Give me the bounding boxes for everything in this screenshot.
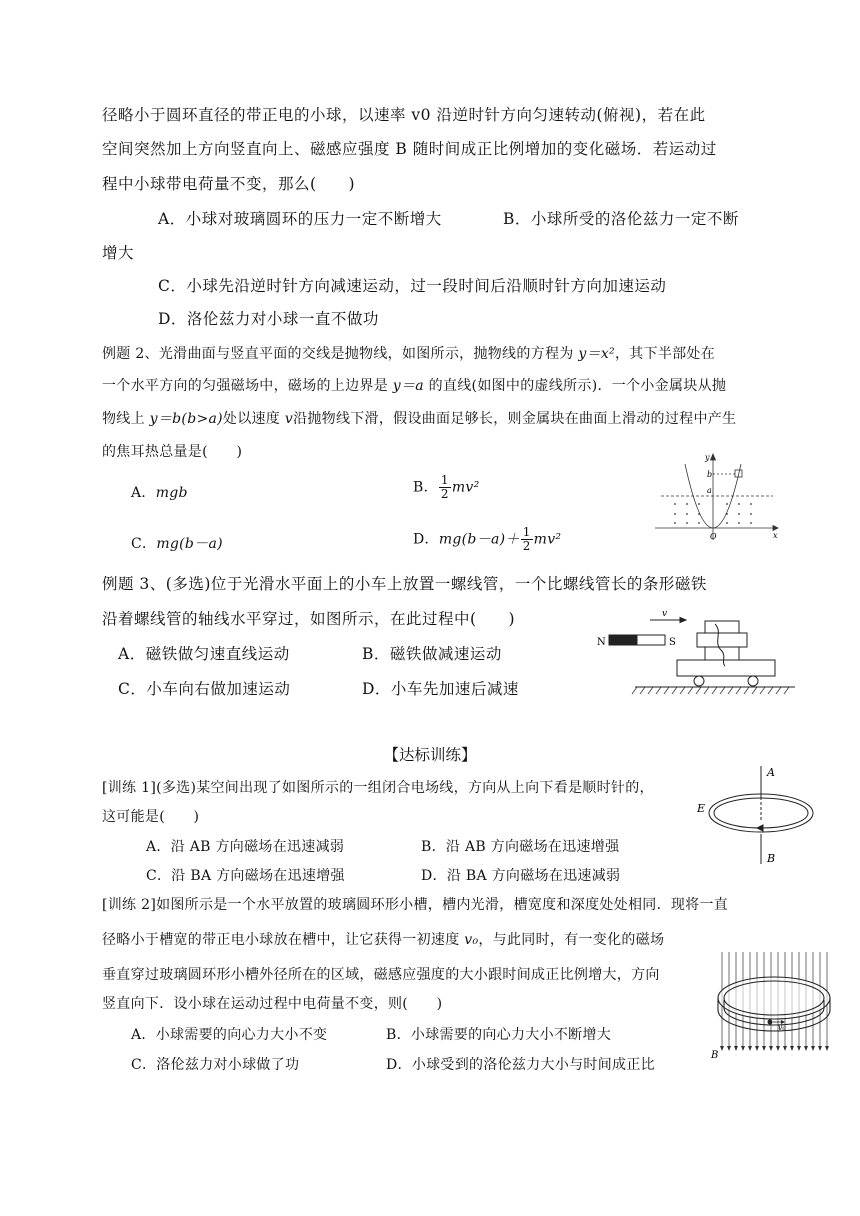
t1-field-lines-figure: [695, 762, 815, 872]
magnet-s-pole: [637, 635, 665, 645]
field-e-label: E: [697, 802, 706, 815]
intro-option-b-cont: 增大: [102, 244, 135, 262]
ex2-line-3-text: 物线上: [102, 411, 150, 427]
ex2-equation-boundary: y＝a: [392, 378, 424, 394]
ex2-option-c-label: C．: [131, 536, 157, 552]
ex2-velocity-symbol: v: [284, 411, 294, 427]
ex3-option-d: D．小车先加速后减速: [362, 680, 519, 698]
solenoid-body: [697, 633, 747, 647]
y-axis-arrow: [711, 454, 716, 460]
solenoid-stand: [705, 647, 739, 660]
t1-line-2: 这可能是( ): [102, 809, 200, 825]
field-arrowheads: [720, 1046, 829, 1051]
ex2-option-d-fraction: [521, 526, 533, 553]
fraction-denominator: 2: [522, 539, 531, 553]
point-b-label: B: [767, 852, 776, 865]
ex3-magnet-cart-figure: [595, 610, 800, 698]
t2-option-a: A．小球需要的向心力大小不变: [131, 1027, 328, 1043]
direction-arrow: [757, 825, 763, 831]
ex2-option-b-label: B．: [413, 479, 438, 496]
magnet-n-pole: [609, 635, 637, 645]
ex2-option-c-value: mg(b－a): [156, 536, 223, 552]
ex2-option-d-label: D．: [413, 531, 439, 548]
ex2-option-c: [131, 533, 223, 553]
ex2-equation-parabola: y＝x²: [578, 346, 615, 362]
ex3-line-2: 沿着螺线管的轴线水平穿过，如图所示，在此过程中( ): [102, 610, 516, 628]
ex2-option-b-fraction: [439, 474, 451, 501]
ex2-line-2-text: 一个水平方向的匀强磁场中，磁场的上边界是: [102, 378, 393, 394]
t2-line-1: [训练 2]如图所示是一个水平放置的玻璃圆环形小槽，槽内光滑，槽宽度和深度处处相同．现将一直: [102, 897, 729, 913]
ex2-line-1-text: 例题 2、光滑曲面与竖直平面的交线是抛物线，如图所示，抛物线的方程为: [102, 346, 579, 362]
t2-line-2-tail: ，与此同时，有一变化的磁场: [478, 932, 665, 948]
intro-option-d: D．洛伦兹力对小球一直不做功: [158, 310, 379, 328]
t1-line-1: [训练 1](多选)某空间出现了如图所示的一组闭合电场线，方向从上向下看是顺时针的，: [102, 780, 654, 796]
t2-initial-velocity: v₀: [464, 932, 479, 948]
ex2-option-a-value: mgb: [155, 485, 188, 501]
fraction-numerator: 1: [440, 473, 449, 487]
solenoid-top: [705, 621, 739, 633]
intro-option-c: C．小球先沿逆时针方向减速运动，过一段时间后沿顺时针方向加速运动: [158, 277, 667, 295]
ground-hatching: [632, 687, 789, 694]
ex2-option-d-tail: mv²: [533, 531, 562, 548]
ex3-option-c: C．小车向右做加速运动: [118, 680, 291, 698]
charged-ball: [768, 1020, 773, 1025]
magnet-n-label: N: [597, 637, 606, 648]
velocity-label: v: [662, 609, 668, 619]
intro-line-3: 程中小球带电荷量不变，那么( ): [102, 175, 356, 193]
ex2-equation-start: y＝b(b>a): [149, 411, 223, 427]
ex2-line-2-tail: 的直线(如图中的虚线所示)．一个小金属块从抛: [423, 378, 727, 394]
t2-option-c: C．洛伦兹力对小球做了功: [131, 1057, 300, 1073]
x-axis-arrow: [773, 526, 778, 531]
ex3-option-b: B．磁铁做减速运动: [362, 645, 502, 663]
cart-wheel-right: [748, 676, 758, 686]
v0-label: v₀: [778, 1023, 786, 1032]
cart-body: [677, 660, 775, 676]
t2-line-2: [102, 929, 664, 949]
ex2-line-3: [102, 408, 736, 428]
point-a-label: A: [767, 766, 775, 779]
velocity-arrow-head: [680, 618, 686, 623]
t2-option-d: D．小球受到的洛伦兹力大小与时间成正比: [386, 1057, 655, 1073]
t2-option-b: B．小球需要的向心力大小不断增大: [386, 1027, 612, 1043]
y-axis-label: y: [705, 453, 710, 462]
origin-label: O: [710, 532, 717, 541]
t2-line-4: 竖直向下．设小球在运动过程中电荷量不变，则( ): [102, 996, 443, 1012]
ex2-option-a-label: A．: [131, 485, 156, 501]
ex2-parabola-figure: [655, 452, 780, 542]
ex2-option-b-value: mv²: [451, 479, 480, 496]
ex2-line-1-tail: ，其下半部处在: [614, 346, 716, 362]
ex2-option-d-value: mg(b－a)＋: [438, 531, 520, 548]
t1-option-a: A．沿 AB 方向磁场在迅速减弱: [146, 839, 345, 855]
t2-ring-groove-figure: [708, 950, 838, 1060]
t1-option-d: D．沿 BA 方向磁场在迅速减弱: [421, 868, 621, 884]
t1-option-c: C．沿 BA 方向磁场在迅速增强: [146, 868, 345, 884]
field-b-label: B: [711, 1050, 719, 1061]
ex2-option-a: [131, 482, 188, 502]
cart-wheel-left: [694, 676, 704, 686]
x-axis-label: x: [773, 531, 778, 540]
magnet-s-label: S: [669, 637, 676, 648]
ex3-line-1: 例题 3、(多选)位于光滑水平面上的小车上放置一螺线管，一个比螺线管长的条形磁铁: [102, 575, 707, 593]
intro-option-a: A．小球对玻璃圆环的压力一定不断增大: [158, 210, 442, 228]
intro-option-b: B．小球所受的洛伦兹力一定不断: [503, 210, 739, 228]
ex2-line-4: 的焦耳热总量是( ): [102, 444, 243, 460]
ex3-option-a: A．磁铁做匀速直线运动: [118, 645, 290, 663]
ex2-option-b: [413, 474, 480, 501]
ex2-line-1: [102, 343, 715, 363]
t2-line-2-text: 径略小于槽宽的带正电小球放在槽中，让它获得一初速度: [102, 932, 465, 948]
ex2-line-3-tail: 沿抛物线下滑，假设曲面足够长，则金属块在曲面上滑动的过程中产生: [293, 411, 737, 427]
fraction-numerator: 1: [522, 525, 531, 539]
intro-line-2: 空间突然加上方向竖直向上、磁感应强度 B 随时间成正比例增加的变化磁场．若运动过: [102, 140, 717, 158]
a-label: a: [707, 486, 712, 495]
t2-line-3: 垂直穿过玻璃圆环形小槽外径所在的区域，磁感应强度的大小跟时间成正比例增大，方向: [102, 967, 660, 983]
fraction-denominator: 2: [440, 487, 449, 501]
ex2-line-3-mid: 处以速度: [222, 411, 285, 427]
t1-option-b: B．沿 AB 方向磁场在迅速增强: [421, 839, 620, 855]
intro-line-1: 径略小于圆环直径的带正电的小球，以速率 v0 沿逆时针方向匀速转动(俯视)，若在此: [102, 106, 706, 124]
ex2-line-2: [102, 375, 726, 395]
section-title: 【达标训练】: [383, 746, 477, 764]
b-label: b: [707, 470, 713, 479]
ex2-option-d: [413, 526, 561, 553]
